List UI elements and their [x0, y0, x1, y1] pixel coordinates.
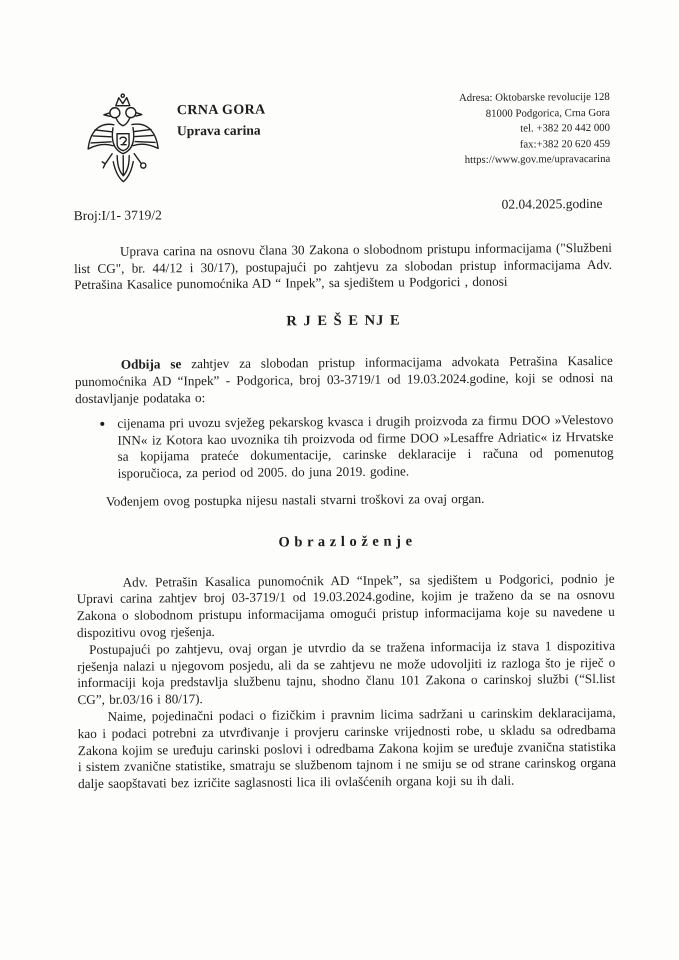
intro-paragraph: Uprava carina na osnovu člana 30 Zakona o slobodnom pristupu informacijama ("Službeni list CG", br. 44/12 i 30/17), postupajući po zahtjevu za slobodan pristup informacijama Adv. Petrašina Kasalice punomoćnika AD “ Inpek”, sa sjedištem u Podgorici , donosi	[74, 239, 613, 293]
contact-city: 81000 Podgorica, Crna Gora	[485, 106, 610, 120]
decision-bullet-list	[99, 412, 614, 482]
explanation-title: O b r a z l o ž e n j e	[278, 533, 413, 551]
decision-text: zahtjev za slobodan pristup informacijama advokata Petrašina Kasalice punomoćnika AD “Inpek” - Podgorica, broj 03-3719/1 od 19.03.2024.godine, koji se odnosi na dostavljanje podataka o:	[74, 353, 614, 406]
reference-number: Broj:I/1- 3719/2	[73, 207, 162, 224]
contact-phone: tel. +382 20 442 000	[520, 121, 611, 135]
document-title: R J E Š E NJ E	[286, 312, 401, 330]
contact-fax: fax:+382 20 620 459	[519, 137, 611, 151]
decision-lead: Odbija se	[120, 356, 182, 373]
organization-block	[177, 103, 266, 140]
coat-of-arms-icon	[83, 91, 164, 194]
contact-address: Adresa: Oktobarske revolucije 128	[458, 90, 610, 105]
explanation-paragraph-1: Adv. Petrašin Kasalica punomoćnik AD “Inpek”, sa sjedištem u Podgorici, podnio je Upravi carina zahtjev broj 03-3719/1 od 19.03.2024.godine, kojim je traženo da se na osnovu Zakona o slobodnom pristupu informacijama omogući pristup informacijama koje su navedene u dispozitivu ovog rješenja.	[76, 570, 615, 640]
decision-bullet-item: • cijenama pri uvozu svježeg pekarskog kvasca i drugih proizvoda za firmu DOO »Velestovo INN« iz Kotora kao uvoznika tih proizvoda od firme DOO »Lesaffre Adriatic« iz Hrvatske sa kopijama prateće dokumentacije, carinske deklaracije i računa od pomenutog isporučioca, za period od 2005. do juna 2019. godine.	[115, 412, 614, 482]
costs-statement: Vođenjem ovog postupka nijesu nastali stvarni troškovi za ovaj organ.	[105, 490, 485, 509]
organization-department: Uprava carina	[176, 122, 261, 139]
explanation-paragraph-2: Postupajući po zahtjevu, ovaj organ je utvrdio da se tražena informacija iz stava 1 dispozitiva rješenja nalazi u njegovom posjedu, ali da se zahtjevu ne može udovoljiti iz razloga što je riječ o informaciji koja predstavlja službenu tajnu, shodno članu 101 Zakona o carinskoj službi (“Sl.list CG”, br.03/16 i 80/17).	[77, 637, 616, 707]
decision-paragraph	[75, 353, 613, 407]
document-date: 02.04.2025.godine	[501, 195, 603, 212]
document-header	[73, 86, 611, 202]
document-body	[74, 240, 616, 794]
organization-country: CRNA GORA	[176, 102, 266, 119]
contact-website: https://www.gov.me/upravacarina	[464, 152, 611, 167]
contact-block	[459, 90, 610, 169]
document-meta	[74, 196, 611, 230]
explanation-paragraph-3: Naime, pojedinačni podaci o fizičkim i pravnim licima sadržani u carinskim deklaracijama, kao i podaci potrebni za utvrđivanje i provjeru carinske vrijednosti robe, u skladu sa odredbama Zakona kojim se uređuju carinski poslovi i odredbama Zakona kojim se uređuje zvanična statistika i sistem zvanične statistike, smatraju se službenom tajnom i ne smiju se od strane carinskog organa dalje saopštavati bez izričite saglasnosti lica ili ovlašćenih organa koji su ih dali.	[77, 705, 617, 791]
